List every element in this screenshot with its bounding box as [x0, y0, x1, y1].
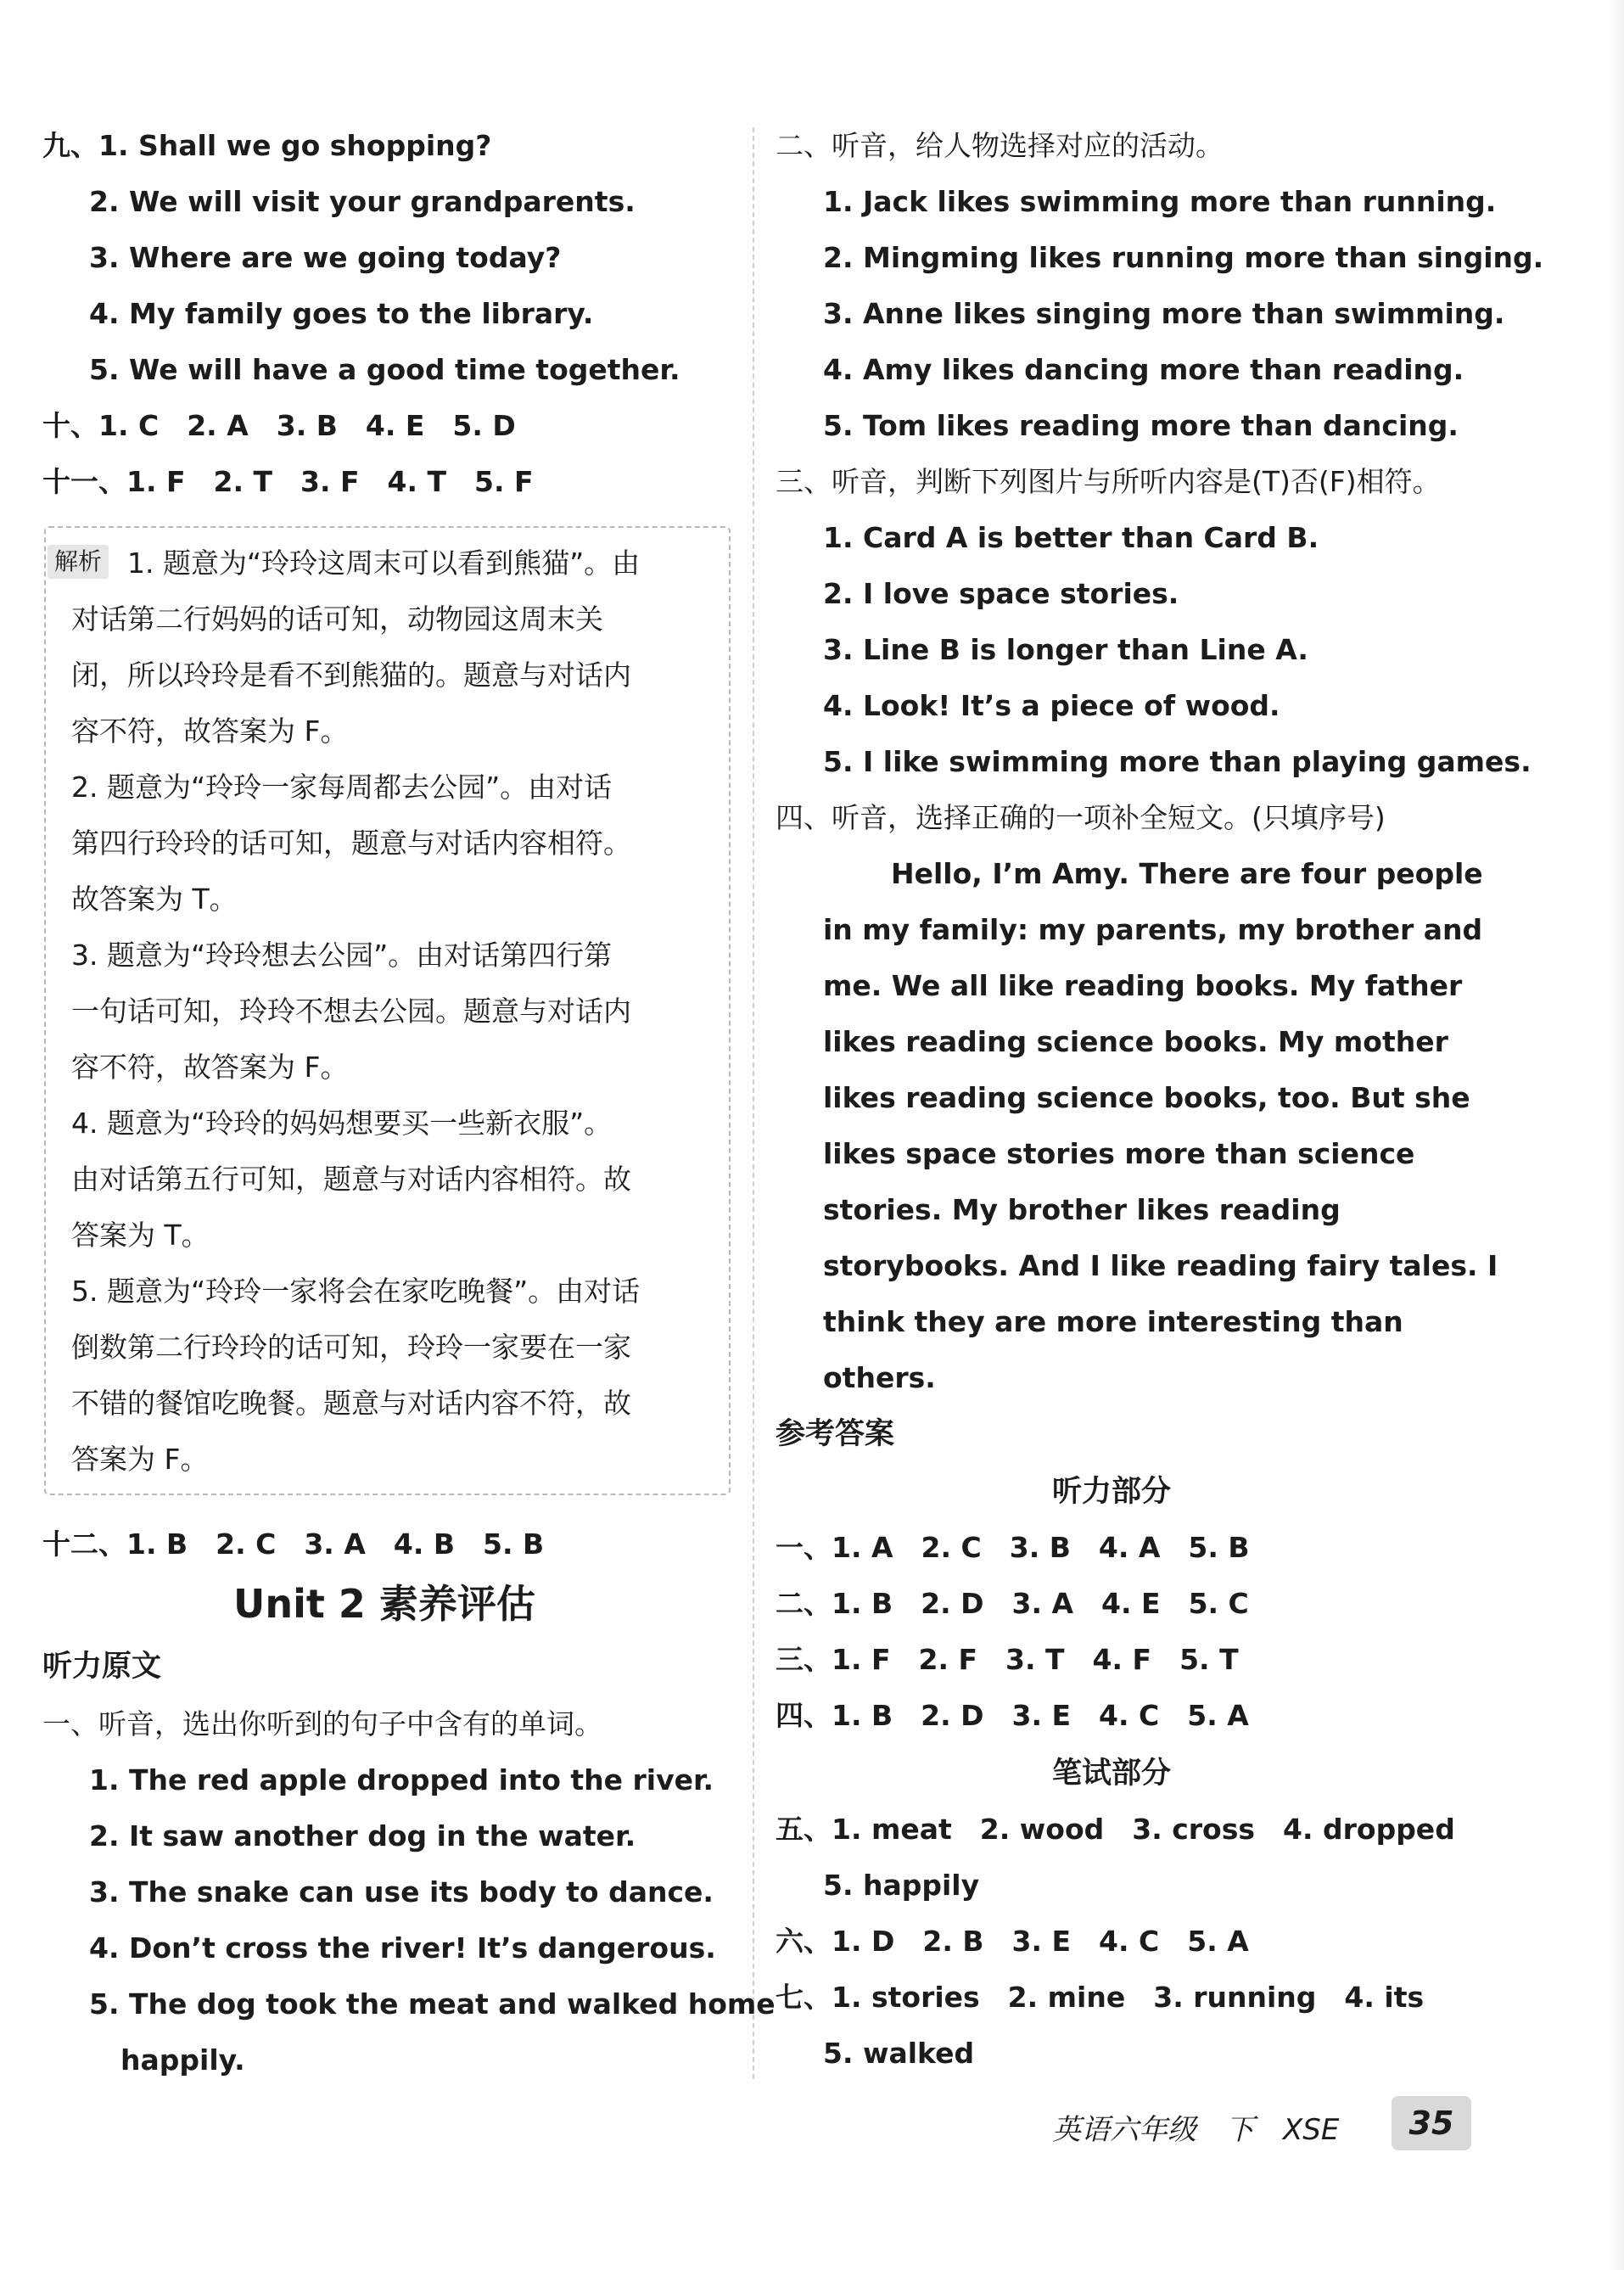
explanation-line: 4. 题意为“玲玲的妈妈想要买一些新衣服”。: [71, 1107, 613, 1140]
list-item: 2. Mingming likes running more than singing.: [823, 241, 1544, 274]
passage-line: in my family: my parents, my brother and: [823, 913, 1483, 946]
passage-line: likes reading science books. My mother: [823, 1025, 1448, 1058]
explanation-line: 不错的餐馆吃晚餐。题意与对话内容不符，故: [71, 1387, 631, 1420]
explanation-line: 容不符，故答案为 F。: [71, 1051, 349, 1084]
passage-line: likes space stories more than science: [823, 1137, 1415, 1170]
list-item-continuation: happily.: [120, 2043, 245, 2077]
question-3-instruction: 三、听音，判断下列图片与所听内容是(T)否(F)相符。: [776, 465, 1441, 498]
list-item: 2. I love space stories.: [823, 577, 1179, 610]
passage-line: storybooks. And I like reading fairy tales. I: [823, 1249, 1498, 1282]
explanation-line: 故答案为 T。: [71, 883, 238, 916]
section-9: 九、1. Shall we go shopping?: [42, 129, 492, 162]
explanation-line: 倒数第二行玲玲的话可知，玲玲一家要在一家: [71, 1331, 631, 1364]
answers-heading: 参考答案: [776, 1417, 895, 1451]
book-info: 英语六年级 下 XSE: [1052, 2113, 1340, 2147]
list-item: 5. Tom likes reading more than dancing.: [823, 409, 1459, 442]
question-4-instruction: 四、听音，选择正确的一项补全短文。(只填序号): [776, 801, 1386, 834]
question-1-instruction: 一、听音，选出你听到的句子中含有的单词。: [42, 1707, 602, 1740]
explanation-line: 1. 题意为“玲玲这周末可以看到熊猫”。由: [127, 546, 641, 580]
list-item: 3. Line B is longer than Line A.: [823, 633, 1308, 666]
explanation-line: 答案为 F。: [71, 1443, 209, 1476]
answer-row: 二、1. B 2. D 3. A 4. E 5. C: [776, 1587, 1249, 1620]
column-divider: [753, 127, 756, 2079]
list-item: 3. Where are we going today?: [89, 241, 562, 274]
explanation-line: 3. 题意为“玲玲想去公园”。由对话第四行第: [71, 939, 613, 972]
passage-line: Hello, I’m Amy. There are four people: [891, 857, 1483, 890]
list-item: 5. We will have a good time together.: [89, 353, 680, 386]
explanation-line: 由对话第五行可知，题意与对话内容相符。故: [71, 1163, 631, 1196]
listening-script-heading: 听力原文: [42, 1650, 162, 1684]
list-item: 4. My family goes to the library.: [89, 297, 594, 330]
explanation-line: 一句话可知，玲玲不想去公园。题意与对话内: [71, 995, 631, 1028]
list-item: 3. The snake can use its body to dance.: [89, 1875, 714, 1908]
passage-line: think they are more interesting than: [823, 1305, 1403, 1338]
list-item: 1. Card A is better than Card B.: [823, 521, 1319, 554]
answer-row: 五、1. meat 2. wood 3. cross 4. dropped: [776, 1813, 1455, 1846]
passage-line: stories. My brother likes reading: [823, 1193, 1341, 1226]
answer-row: 六、1. D 2. B 3. E 4. C 5. A: [776, 1925, 1249, 1958]
written-part-heading: 笔试部分: [1052, 1757, 1172, 1791]
list-item: 4. Look! It’s a piece of wood.: [823, 689, 1280, 722]
list-item: 2. We will visit your grandparents.: [89, 185, 636, 218]
explanation-line: 容不符，故答案为 F。: [71, 715, 349, 748]
answer-row: 一、1. A 2. C 3. B 4. A 5. B: [776, 1531, 1250, 1564]
unit-title: Unit 2 素养评估: [233, 1581, 535, 1627]
list-item: 5. I like swimming more than playing games.: [823, 745, 1532, 778]
answer-row: 七、1. stories 2. mine 3. running 4. its: [776, 1981, 1425, 2014]
list-item: 5. The dog took the meat and walked home: [89, 1987, 776, 2021]
passage-line: likes reading science books, too. But she: [823, 1081, 1470, 1114]
answer-row: 四、1. B 2. D 3. E 4. C 5. A: [776, 1699, 1249, 1732]
page-number: 35: [1392, 2096, 1471, 2150]
list-item: 3. Anne likes singing more than swimming.: [823, 297, 1505, 330]
list-item: 2. It saw another dog in the water.: [89, 1819, 636, 1852]
answer-row: 三、1. F 2. F 3. T 4. F 5. T: [776, 1643, 1239, 1676]
explanation-line: 5. 题意为“玲玲一家将会在家吃晚餐”。由对话: [71, 1275, 641, 1308]
list-item: 4. Amy likes dancing more than reading.: [823, 353, 1464, 386]
answer-row-continuation: 5. walked: [823, 2037, 975, 2070]
passage-line: others.: [823, 1361, 936, 1394]
explanation-line: 闭，所以玲玲是看不到熊猫的。题意与对话内: [71, 659, 631, 692]
explanation-line: 第四行玲玲的话可知，题意与对话内容相符。: [71, 827, 631, 860]
page-edge-shadow: [1609, 0, 1624, 2270]
listening-part-heading: 听力部分: [1052, 1475, 1172, 1509]
list-item: 4. Don’t cross the river! It’s dangerous.: [89, 1931, 716, 1965]
section-10-answers: 十、1. C 2. A 3. B 4. E 5. D: [42, 409, 516, 442]
explanation-line: 2. 题意为“玲玲一家每周都去公园”。由对话: [71, 771, 613, 804]
list-item: 1. Jack likes swimming more than running.: [823, 185, 1497, 218]
explanation-line: 对话第二行妈妈的话可知，动物园这周末关: [71, 603, 603, 636]
passage-line: me. We all like reading books. My father: [823, 969, 1463, 1002]
list-item: 1. The red apple dropped into the river.: [89, 1763, 714, 1796]
question-2-instruction: 二、听音，给人物选择对应的活动。: [776, 129, 1224, 162]
explanation-line: 答案为 T。: [71, 1219, 210, 1252]
answer-row-continuation: 5. happily: [823, 1869, 980, 1902]
explanation-label: 解析: [48, 545, 109, 579]
section-11-answers: 十一、1. F 2. T 3. F 4. T 5. F: [42, 465, 534, 498]
section-12-answers: 十二、1. B 2. C 3. A 4. B 5. B: [42, 1527, 545, 1561]
